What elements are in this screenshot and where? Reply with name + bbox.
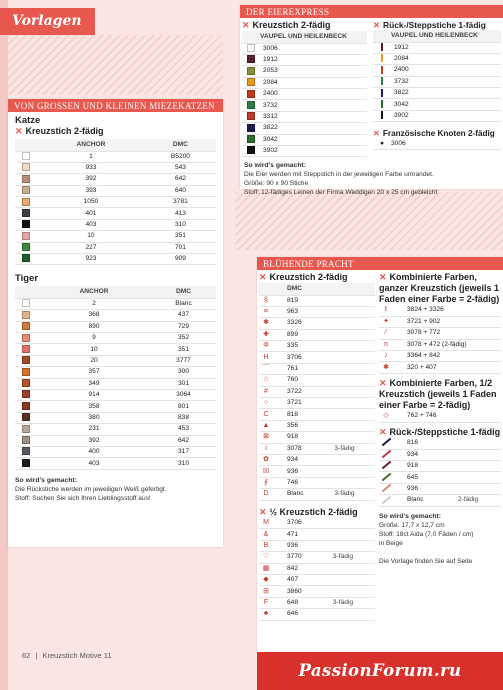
decorative-stripes (235, 192, 503, 250)
color-swatch (247, 135, 255, 143)
table-row: 3902 (373, 110, 501, 121)
table-row: Blanc 2-fädig (379, 495, 501, 506)
pracht-combo2-table (379, 411, 501, 423)
table-row: 10 351 (15, 344, 216, 355)
color-swatch (247, 124, 255, 132)
table-row: 393 640 (15, 185, 216, 196)
table-row: 918 (379, 461, 501, 472)
color-swatch (22, 379, 30, 387)
chart-symbol-icon: & (263, 530, 269, 538)
color-swatch (22, 368, 30, 376)
table-row: ♪ 3364 + 842 (379, 351, 501, 362)
backstitch-line-icon (381, 450, 391, 459)
cross-stitch-icon: ✕ (373, 20, 381, 30)
column-header-anchor: ANCHOR (37, 139, 145, 151)
table-row: 3312 (242, 111, 367, 122)
color-swatch (22, 186, 30, 194)
pracht-combo1-table (379, 305, 501, 374)
table-row: ◇ 762 + 746 (379, 411, 501, 422)
cross-stitch-icon: ✕ (259, 272, 267, 282)
table-row: ▲ 356 (259, 420, 375, 431)
panel-header: DER EIEREXPRESS (240, 5, 503, 18)
color-swatch (247, 44, 255, 52)
chart-symbol-icon: ℓ (384, 306, 388, 314)
katze-color-table (15, 139, 216, 265)
color-swatch (22, 345, 30, 353)
page-number: 62 (22, 651, 31, 660)
color-swatch (247, 90, 255, 98)
instructions: So wird's gemacht: Größe: 17,7 x 12,7 cm Stoff: 18ct Aida (7,0 Fäden / cm) in Beige Die Vorlage finden Sie auf Seite (379, 512, 474, 565)
table-row: 936 (379, 483, 501, 494)
table-row: 3902 (242, 146, 367, 157)
backstitch-line-icon (381, 495, 391, 504)
table-row: 934 (379, 449, 501, 460)
color-swatch (22, 356, 30, 364)
table-row: ♣ 646 (259, 609, 375, 620)
color-swatch (22, 198, 30, 206)
table-row: 380 838 (15, 412, 216, 423)
color-swatch (22, 311, 30, 319)
table-row: ♡ 3770 3-fädig (259, 552, 375, 563)
table-row: ⊞ 3860 (259, 586, 375, 597)
column-header-anchor: ANCHOR (37, 286, 151, 298)
table-row: 401 413 (15, 208, 216, 219)
table-row: п 3078 + 472 (2-fädig) (379, 339, 501, 350)
color-swatch (22, 447, 30, 455)
table-row: 1912 (242, 54, 367, 65)
chart-symbol-icon: # (264, 387, 268, 395)
stitch-heading: ✕ Kreuzstich 2-fädig (242, 20, 331, 30)
table-row: 368 437 (15, 310, 216, 321)
color-swatch (22, 390, 30, 398)
color-swatch (22, 322, 30, 330)
backstitch-line-icon (381, 461, 391, 470)
backstitch-line-icon (381, 66, 383, 74)
instructions: So wird's gemacht: Die Rückstiche werden im jeweiligen Weiß gefertigt. Stoff: Suchen Sie sich Ihren Lieblingsstoff aus! (15, 476, 167, 502)
section-tab: Vorlagen (0, 8, 95, 35)
table-row: 923 909 (15, 254, 216, 265)
table-row: 1912 (373, 42, 501, 53)
chart-symbol-icon: ◇ (383, 412, 389, 420)
pracht-half-table (259, 518, 375, 621)
table-row: 2084 (242, 77, 367, 88)
panel-header: BLÜHENDE PRACHT (257, 257, 503, 270)
cross-stitch-icon: ✕ (379, 426, 387, 437)
chart-symbol-icon: ✱ (383, 363, 389, 371)
stitch-heading: ✕ Kombinierte Farben, ganzer Kreuzstich (jeweils 1 Faden einer Farbe = 2-fädig) (379, 272, 500, 304)
stitch-heading: ✕ Kreuzstich 2-fädig (259, 272, 348, 282)
table-row: 392 642 (15, 435, 216, 446)
cats-panel (8, 99, 223, 547)
chart-symbol-icon: ⁄ (385, 329, 387, 337)
table-row: ∮ 746 (259, 477, 375, 488)
color-swatch (22, 459, 30, 467)
table-row: ⌒ 761 (259, 363, 375, 374)
table-row: 20 3777 (15, 355, 216, 366)
chart-symbol-icon: ☒ (262, 467, 270, 475)
chart-symbol-icon: ∮ (264, 478, 268, 486)
section-title-katze: Katze (15, 115, 41, 126)
magazine-title: Kreuzstich Motive 11 (42, 651, 112, 660)
stitch-heading: ✕ Kreuzstich 2-fädig (15, 126, 104, 136)
column-header: VAUPEL UND HEILENBECK (391, 30, 501, 42)
table-row: ○ 3721 (259, 398, 375, 409)
table-row: 914 3064 (15, 390, 216, 401)
table-row: ☒ 936 (259, 466, 375, 477)
chart-symbol-icon: ▦ (262, 564, 270, 572)
table-row: ℓ 3824 + 3326 (379, 305, 501, 316)
chart-symbol-icon: ♪ (384, 352, 388, 360)
decorative-stripes (8, 35, 223, 95)
table-row: ¤ 963 (259, 306, 375, 317)
table-row: § 819 (259, 295, 375, 306)
table-row: ⊠ 918 (259, 432, 375, 443)
chart-symbol-icon: ☆ (262, 376, 270, 384)
table-row: 890 729 (15, 321, 216, 332)
table-row: D Blanc 3-fädig (259, 489, 375, 500)
table-row: Φ 335 (259, 341, 375, 352)
table-row: ✦ 3721 + 902 (379, 316, 501, 327)
page-footer: 62 | Kreuzstich Motive 11 (22, 651, 112, 660)
table-row: 403 310 (15, 219, 216, 230)
page-edge-stripe (0, 0, 8, 690)
table-row: 9 352 (15, 333, 216, 344)
table-row: 349 301 (15, 378, 216, 389)
column-header: VAUPEL UND HEILENBECK (260, 31, 367, 43)
cross-stitch-icon: ✕ (242, 20, 250, 30)
table-row: 2053 (242, 66, 367, 77)
table-row: 392 642 (15, 174, 216, 185)
table-row: ✱ 320 + 407 (379, 362, 501, 373)
stitch-heading: ✕ Französische Knoten 2-fädig (373, 129, 495, 139)
column-header-dmc: DMC (273, 283, 334, 295)
chart-symbol-icon: ✿ (263, 456, 269, 464)
table-row: 227 701 (15, 242, 216, 253)
cross-stitch-icon: ✕ (379, 377, 387, 388)
table-row: 2400 (373, 65, 501, 76)
table-row: 358 801 (15, 401, 216, 412)
pracht-panel (257, 257, 503, 652)
eier-cross-table (242, 31, 367, 157)
color-swatch (247, 146, 255, 154)
table-row: ☆ 760 (259, 375, 375, 386)
table-row: 400 317 (15, 446, 216, 457)
chart-symbol-icon: B (263, 542, 269, 549)
table-row: 231 453 (15, 424, 216, 435)
chart-symbol-icon: ♡ (262, 553, 270, 561)
table-row: 3042 (373, 99, 501, 110)
table-row: ✿ 934 (259, 454, 375, 465)
color-swatch (247, 101, 255, 109)
color-swatch (22, 425, 30, 433)
chart-symbol-icon: H (263, 353, 269, 361)
table-row: & 471 (259, 529, 375, 540)
color-swatch (22, 413, 30, 421)
color-swatch (22, 220, 30, 228)
chart-symbol-icon: D (263, 490, 269, 498)
color-swatch (247, 55, 255, 63)
backstitch-line-icon (381, 89, 383, 97)
table-row: # 3722 (259, 386, 375, 397)
chart-symbol-icon: § (264, 296, 268, 304)
tiger-color-table (15, 286, 216, 469)
color-swatch (22, 299, 30, 307)
table-row: M 3706 (259, 518, 375, 529)
table-row: 2400 (242, 89, 367, 100)
cross-stitch-icon: ✕ (379, 272, 387, 282)
table-row: 645 (379, 472, 501, 483)
panel-header: VON GROSSEN UND KLEINEN MIEZEKATZEN (8, 99, 223, 112)
backstitch-line-icon (381, 438, 391, 447)
cross-stitch-icon: ✕ (373, 129, 380, 139)
table-row: 3006 (242, 43, 367, 54)
chart-symbol-icon: M (263, 518, 269, 526)
color-swatch (22, 232, 30, 240)
color-swatch (22, 436, 30, 444)
color-swatch (22, 209, 30, 217)
chart-symbol-icon: ⊞ (263, 587, 269, 595)
table-row: 3822 (242, 123, 367, 134)
knot-icon: ● (373, 138, 391, 149)
table-row: 3732 (242, 100, 367, 111)
chart-symbol-icon: Φ (263, 342, 269, 350)
cross-stitch-icon: ✕ (259, 506, 267, 517)
table-row: 1050 3781 (15, 197, 216, 208)
color-swatch (22, 152, 30, 160)
pracht-cross-table (259, 283, 375, 501)
table-row: ⁄ 3078 + 772 (379, 328, 501, 339)
color-swatch (22, 163, 30, 171)
instructions: So wird's gemacht: Die Eier werden mit Steppstich in der jeweiligen Farbe umrandet. Größe: 90 x 90 Stiche Stoff: 12-fädiges Leinen der Firma Weddigen 20 x 25 cm gebleicht (244, 162, 438, 197)
table-row: 403 310 (15, 458, 216, 469)
chart-symbol-icon: ◆ (263, 576, 269, 584)
backstitch-line-icon (381, 484, 391, 493)
column-header-dmc: DMC (151, 286, 216, 298)
color-swatch (22, 254, 30, 262)
chart-symbol-icon: ♣ (263, 610, 269, 618)
table-row: H 3706 (259, 352, 375, 363)
color-swatch (22, 334, 30, 342)
color-swatch (22, 175, 30, 183)
table-row: 933 543 (15, 162, 216, 173)
eier-back-table (373, 30, 501, 122)
backstitch-line-icon (381, 54, 383, 62)
table-row: 3822 (373, 88, 501, 99)
column-header-dmc: DMC (145, 139, 216, 151)
table-row: B 936 (259, 540, 375, 551)
table-row: 3732 (373, 76, 501, 87)
table-row: i 3078 3-fädig (259, 443, 375, 454)
chart-symbol-icon: ⌒ (262, 365, 270, 373)
chart-symbol-icon: ⊠ (263, 433, 269, 441)
chart-symbol-icon: ○ (263, 399, 269, 407)
table-row: C 818 (259, 409, 375, 420)
table-row: 357 300 (15, 367, 216, 378)
chart-symbol-icon: ✱ (263, 319, 269, 327)
stitch-heading: ✕ ½ Kreuzstich 2-fädig (259, 506, 358, 517)
table-row: F 648 3-fädig (259, 597, 375, 608)
table-row: ✚ 899 (259, 329, 375, 340)
color-swatch (22, 243, 30, 251)
backstitch-line-icon (381, 43, 383, 51)
table-row: 2084 (373, 53, 501, 64)
eier-knot-table: ● 3006 (373, 138, 501, 150)
color-swatch (247, 112, 255, 120)
table-row: ✱ 3326 (259, 318, 375, 329)
chart-symbol-icon: ✚ (263, 330, 269, 338)
color-swatch (247, 78, 255, 86)
pracht-back-table (379, 438, 501, 507)
backstitch-line-icon (381, 77, 383, 85)
stitch-heading: ✕ Rück-/Steppstiche 1-fädig (379, 426, 501, 437)
chart-symbol-icon: i (265, 444, 267, 452)
stitch-heading: ✕ Rück-/Steppstiche 1-fädig (373, 20, 486, 30)
backstitch-line-icon (381, 111, 383, 119)
color-swatch (22, 402, 30, 410)
cross-stitch-icon: ✕ (15, 126, 23, 136)
chart-symbol-icon: ✦ (383, 318, 389, 326)
table-row: 3042 (242, 134, 367, 145)
table-row: ▦ 842 (259, 563, 375, 574)
backstitch-line-icon (381, 100, 383, 108)
table-row: 816 (379, 438, 501, 449)
table-row: ◆ 407 (259, 574, 375, 585)
watermark: PassionForum.ru (257, 652, 503, 690)
color-swatch (247, 67, 255, 75)
table-row: 1 B5200 (15, 151, 216, 162)
chart-symbol-icon: F (263, 598, 269, 606)
backstitch-line-icon (381, 473, 391, 482)
chart-symbol-icon: ¤ (264, 308, 268, 316)
table-row: 10 351 (15, 231, 216, 242)
stitch-heading: ✕ Kombinierte Farben, 1/2 Kreuzstich (jeweils 1 Faden einer Farbe = 2-fädig) (379, 377, 497, 410)
eier-panel (240, 5, 503, 197)
table-row: 2 Blanc (15, 298, 216, 309)
chart-symbol-icon: п (384, 340, 388, 348)
chart-symbol-icon: ▲ (262, 421, 270, 429)
section-title-tiger: Tiger (15, 273, 39, 285)
chart-symbol-icon: C (263, 410, 269, 418)
